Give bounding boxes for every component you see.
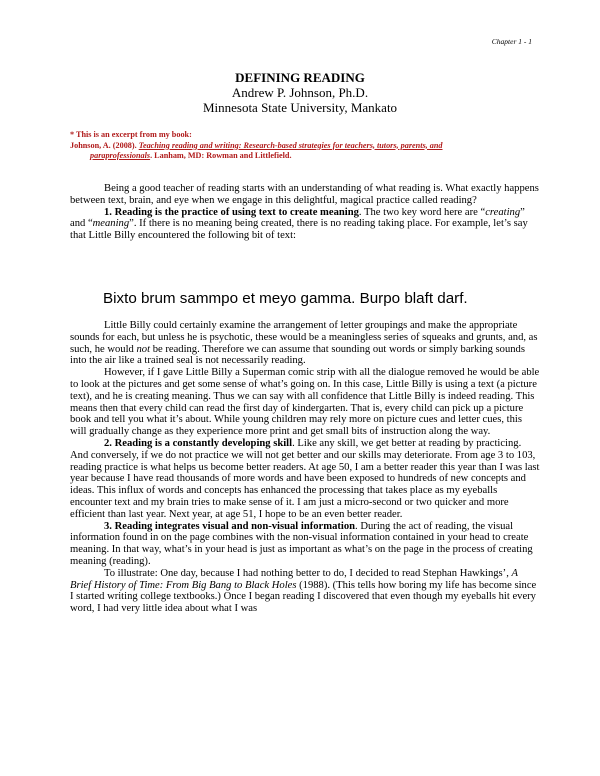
point-1-text-b: ” and “ bbox=[70, 206, 525, 230]
billy-text-a: Little Billy could certainly examine the arrangement of letter groupings and make the appropriate sounds for each, but unless he is psychotic, these would be a meaningless series of squeaks and grunts, and, as such, he would bbox=[70, 320, 538, 355]
citation-book-title-2[interactable]: paraprofessionals bbox=[90, 151, 151, 160]
point-2-text: . Like any skill, we get better at reading by practicing. And conversely, if we do not practice we will not get better and our skills may deteriorate. From age 3 to 103, reading practice is what helps us become better readers. At age 50, I am a better reader this year than I was last year because I have read thousands of more words and have been exposed to hundreds of new concepts and ideas. This influx of words and concepts has enhanced the processing that takes place as my eyeballs encounter text and my brain tries to make sense of it. I am just a micro-second or two quicker and more efficient than last year. Next year, at age 51, I hope to be an even better reader. bbox=[70, 437, 540, 520]
paragraph-intro: Being a good teacher of reading starts with an understanding of what reading is. What exactly happens between text, brain, and eye when we engage in this delightful, magical practice called reading? bbox=[70, 183, 539, 206]
point-1-word-creating: creating bbox=[485, 206, 521, 218]
citation-author-year: Johnson, A. (2008). bbox=[70, 140, 137, 150]
citation-line-2 bbox=[70, 151, 540, 162]
title-block bbox=[0, 70, 600, 115]
citation-publisher: . Lanham, MD: Rowman and Littlefield. bbox=[150, 151, 292, 160]
paragraph-point-3 bbox=[70, 521, 540, 568]
running-head: Chapter 1 - 1 bbox=[491, 37, 532, 46]
author-affiliation: Minnesota State University, Mankato bbox=[202, 100, 398, 115]
main-section bbox=[70, 320, 540, 615]
point-1-text-c: ”. If there is no meaning being created, there is no reading taking place. For example, let’s say that Little Billy encountered the following bit of text: bbox=[70, 218, 528, 242]
billy-text-b: be reading. Therefore we can assume that sounding out words or simply barking sounds into the air like a trained seal is not necessarily reading. bbox=[70, 343, 525, 367]
word-not: not bbox=[136, 343, 151, 355]
paragraph-point-2 bbox=[70, 438, 540, 521]
document-title: DEFINING READING bbox=[235, 70, 365, 85]
illustrate-text-a: To illustrate: One day, because I had nothing better to do, I decided to read Stephan Hawkings’, bbox=[104, 567, 512, 579]
sample-nonsense-text: Bixto brum sammpo et meyo gamma. Burpo blaft darf. bbox=[103, 290, 468, 307]
book-citation bbox=[70, 130, 540, 162]
point-1-word-meaning: meaning bbox=[92, 218, 130, 230]
author-name: Andrew P. Johnson, Ph.D. bbox=[231, 85, 369, 100]
point-1-text-a: . The two key word here are “ bbox=[358, 206, 486, 218]
hawking-book-title: A Brief History of Time: From Big Bang to Black Holes bbox=[70, 567, 518, 591]
illustrate-text-b: (1988). (This tells how boring my life has become since I started writing college textbooks.) Once I began reading I discovered that even though my eyeballs hit every word, I had very little idea about what I was bbox=[70, 579, 537, 615]
paragraph-illustrate bbox=[70, 568, 540, 615]
point-3-heading: 3. Reading integrates visual and non-visual information bbox=[104, 520, 356, 532]
paragraph-superman: However, if I gave Little Billy a Superman comic strip with all the dialogue removed he would be able to look at the pictures and get some sense of what’s going on. In this case, Little Billy is using a text (a picture text), and he is creating meaning. Thus we can say with all confidence that Little Billy is indeed reading. This means then that every child can read the first day of kindergarten. That is, every child can pick up a picture book and tell you what it’s about. While young children may rely more on picture cues and letter cues, this will gradually change as they experience more print and get small bits of instruction along the way. bbox=[70, 367, 540, 438]
excerpt-note: * This is an excerpt from my book: bbox=[70, 130, 192, 139]
intro-section bbox=[70, 183, 540, 242]
point-3-text: . During the act of reading, the visual information found in on the page combines with the non-visual information contained in your head to create meaning. In that way, what’s in your head is just as important as what’s on the page in the process of creating meaning (reading). bbox=[70, 520, 533, 567]
point-2-heading: 2. Reading is a constantly developing skill bbox=[104, 437, 293, 449]
point-1-heading: 1. Reading is the practice of using text to create meaning bbox=[104, 206, 359, 218]
citation-book-title-1[interactable]: Teaching reading and writing: Research-based strategies for teachers, tutors, parents, and bbox=[138, 140, 443, 150]
paragraph-billy-sounds bbox=[70, 320, 540, 367]
paragraph-point-1 bbox=[70, 207, 540, 242]
citation-line bbox=[70, 141, 540, 152]
